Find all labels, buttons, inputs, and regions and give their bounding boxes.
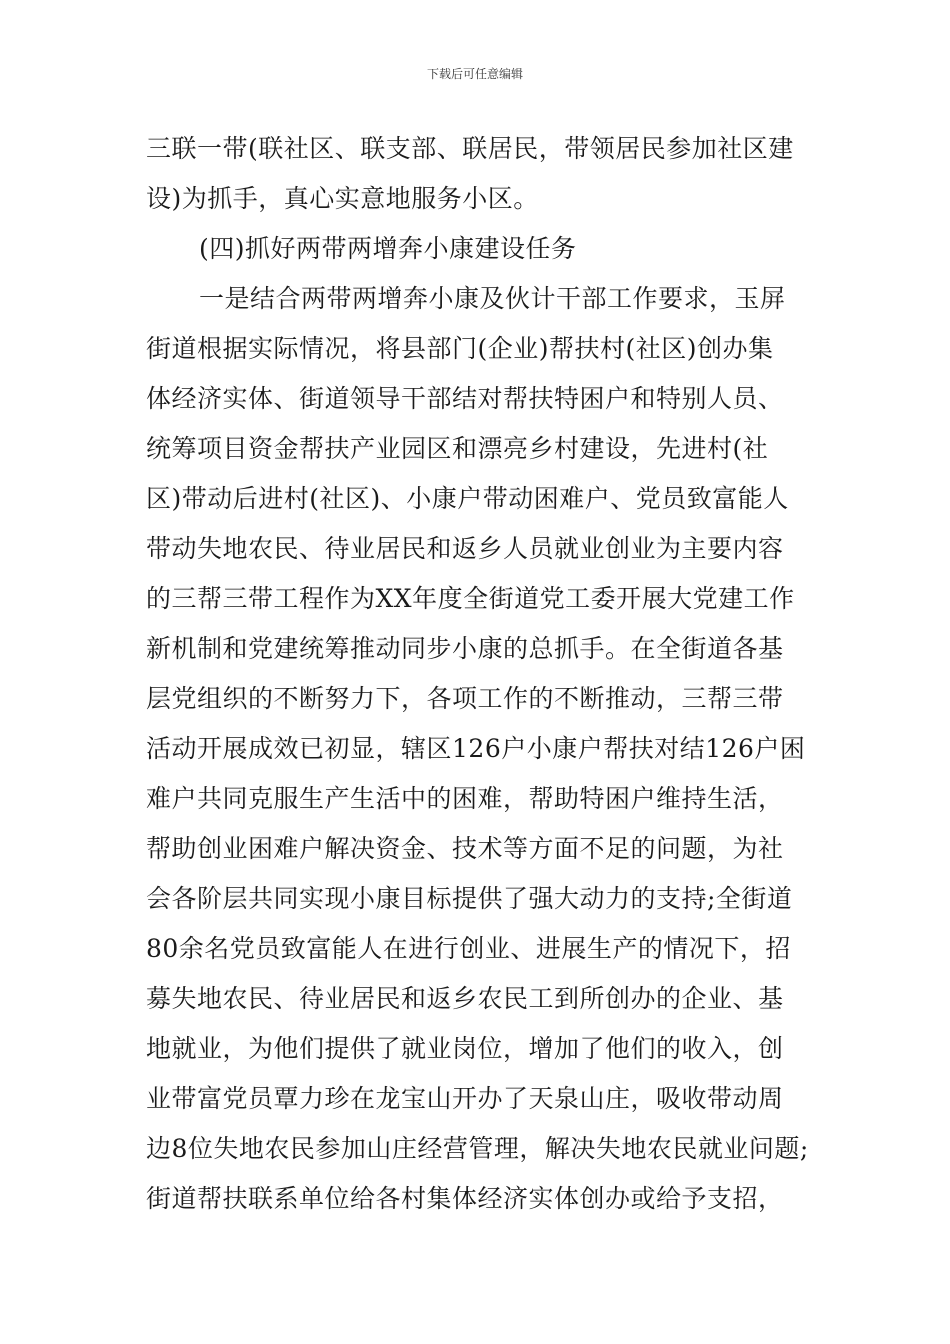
- text-line: 街道根据实际情况，将县部门(企业)帮扶村(社区)创办集: [146, 334, 774, 363]
- text-line: 三联一带(联社区、联支部、联居民，带领居民参加社区建: [146, 134, 794, 163]
- document-body: [146, 124, 809, 1224]
- text-line: 活动开展成效已初显，辖区126户小康户帮扶对结126户困: [146, 734, 806, 763]
- text-line: 体经济实体、街道领导干部结对帮扶特困户和特别人员、: [146, 384, 784, 413]
- page-header: 下载后可任意编辑: [426, 67, 523, 81]
- section-heading: (四)抓好两带两增奔小康建设任务: [199, 234, 577, 263]
- text-line: 区)带动后进村(社区)、小康户带动困难户、党员致富能人: [146, 484, 789, 513]
- text-line: 街道帮扶联系单位给各村集体经济实体创办或给予支招，: [146, 1184, 784, 1213]
- text-line: 地就业，为他们提供了就业岗位，增加了他们的收入，创: [146, 1034, 784, 1063]
- text-line: 一是结合两带两增奔小康及伙计干部工作要求，玉屏: [199, 284, 786, 313]
- text-line: 80余名党员致富能人在进行创业、进展生产的情况下，招: [146, 934, 791, 963]
- text-line: 的三帮三带工程作为XX年度全街道党工委开展大党建工作: [146, 584, 795, 613]
- text-line: 边8位失地农民参加山庄经营管理，解决失地农民就业问题;: [146, 1134, 809, 1163]
- text-line: 带动失地农民、待业居民和返乡人员就业创业为主要内容: [146, 534, 784, 563]
- text-line: 募失地农民、待业居民和返乡农民工到所创办的企业、基: [146, 984, 784, 1013]
- text-line: 新机制和党建统筹推动同步小康的总抓手。在全街道各基: [146, 634, 784, 663]
- text-line: 会各阶层共同实现小康目标提供了强大动力的支持;全街道: [146, 884, 793, 913]
- text-line: 设)为抓手，真心实意地服务小区。: [146, 184, 539, 213]
- text-line: 帮助创业困难户解决资金、技术等方面不足的问题，为社: [146, 834, 784, 863]
- text-line: 层党组织的不断努力下，各项工作的不断推动，三帮三带: [146, 684, 784, 713]
- text-line: 难户共同克服生产生活中的困难，帮助特困户维持生活，: [146, 784, 784, 813]
- text-line: 统筹项目资金帮扶产业园区和漂亮乡村建设，先进村(社: [146, 434, 769, 463]
- text-line: 业带富党员覃力珍在龙宝山开办了天泉山庄，吸收带动周: [146, 1084, 784, 1113]
